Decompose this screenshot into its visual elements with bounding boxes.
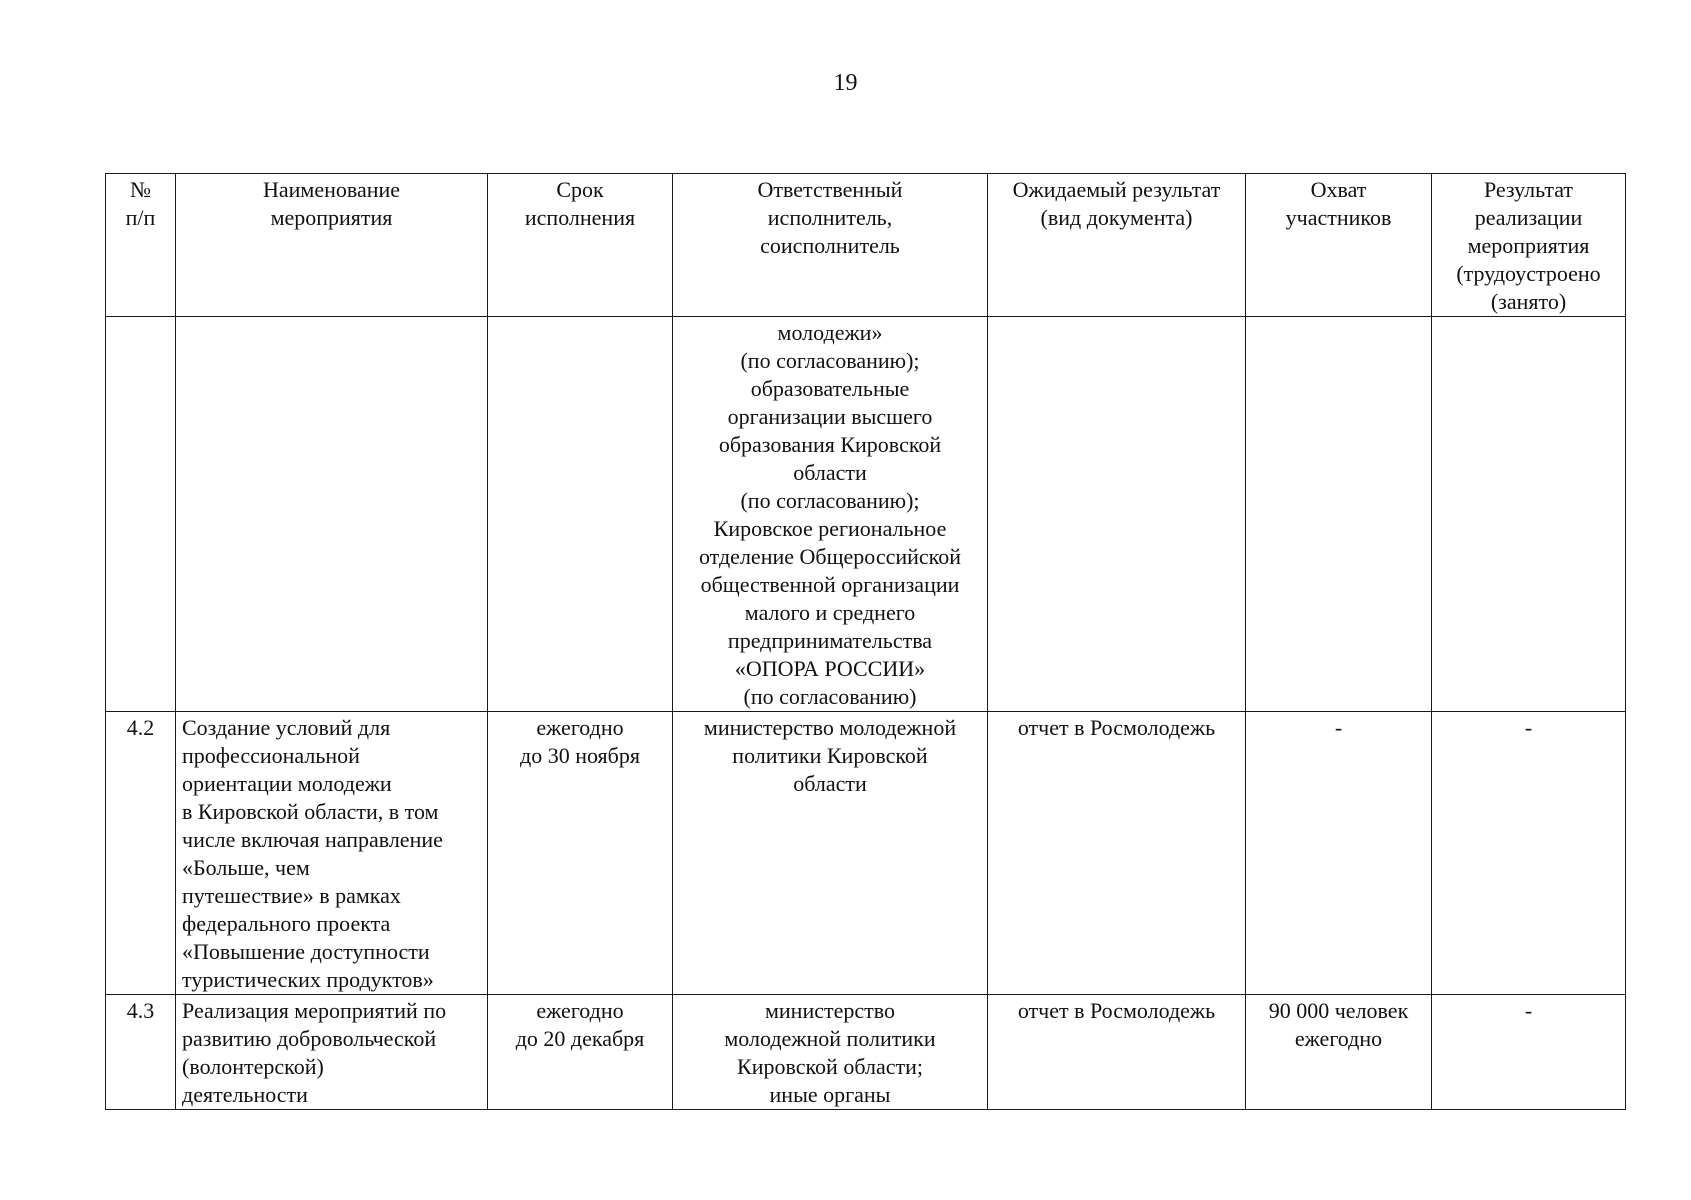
header-responsible: Ответственный исполнитель, соисполнитель <box>673 174 988 317</box>
cell-responsible: министерство молодежной политики Кировской области <box>673 712 988 995</box>
events-table <box>105 173 1626 1110</box>
cell-event-name: Реализация мероприятий по развитию добровольческой (волонтерской) деятельности <box>176 995 488 1110</box>
cell-coverage <box>1246 317 1432 712</box>
cell-expected-result: отчет в Росмолодежь <box>988 712 1246 995</box>
cell-deadline: ежегодно до 30 ноября <box>488 712 673 995</box>
cell-event-name: Создание условий для профессиональной ориентации молодежи в Кировской области, в том числе включая направление «Больше, чем путешествие» в рамках федерального проекта «Повышение доступности туристических продуктов» <box>176 712 488 995</box>
header-deadline: Срок исполнения <box>488 174 673 317</box>
cell-number: 4.3 <box>106 995 176 1110</box>
header-outcome: Результат реализации мероприятия (трудоустроено (занято) <box>1432 174 1626 317</box>
cell-number <box>106 317 176 712</box>
header-expected-result: Ожидаемый результат (вид документа) <box>988 174 1246 317</box>
cell-deadline: ежегодно до 20 декабря <box>488 995 673 1110</box>
cell-outcome: - <box>1432 712 1626 995</box>
header-number: № п/п <box>106 174 176 317</box>
cell-deadline <box>488 317 673 712</box>
cell-expected-result: отчет в Росмолодежь <box>988 995 1246 1110</box>
table-row <box>106 995 1626 1110</box>
header-coverage: Охват участников <box>1246 174 1432 317</box>
cell-expected-result <box>988 317 1246 712</box>
page-number: 19 <box>833 70 858 96</box>
table-row <box>106 712 1626 995</box>
cell-outcome <box>1432 317 1626 712</box>
table-row <box>106 317 1626 712</box>
cell-coverage: 90 000 человек ежегодно <box>1246 995 1432 1110</box>
cell-number: 4.2 <box>106 712 176 995</box>
header-event-name: Наименование мероприятия <box>176 174 488 317</box>
table-header <box>106 174 1626 317</box>
cell-responsible: министерство молодежной политики Кировской области; иные органы <box>673 995 988 1110</box>
cell-event-name <box>176 317 488 712</box>
cell-outcome: - <box>1432 995 1626 1110</box>
cell-coverage: - <box>1246 712 1432 995</box>
cell-responsible: молодежи» (по согласованию); образовательные организации высшего образования Кировской области (по согласованию); Кировское региональное отделение Общероссийской общественной организации малого и среднего предпринимательства «ОПОРА РОССИИ» (по согласованию) <box>673 317 988 712</box>
